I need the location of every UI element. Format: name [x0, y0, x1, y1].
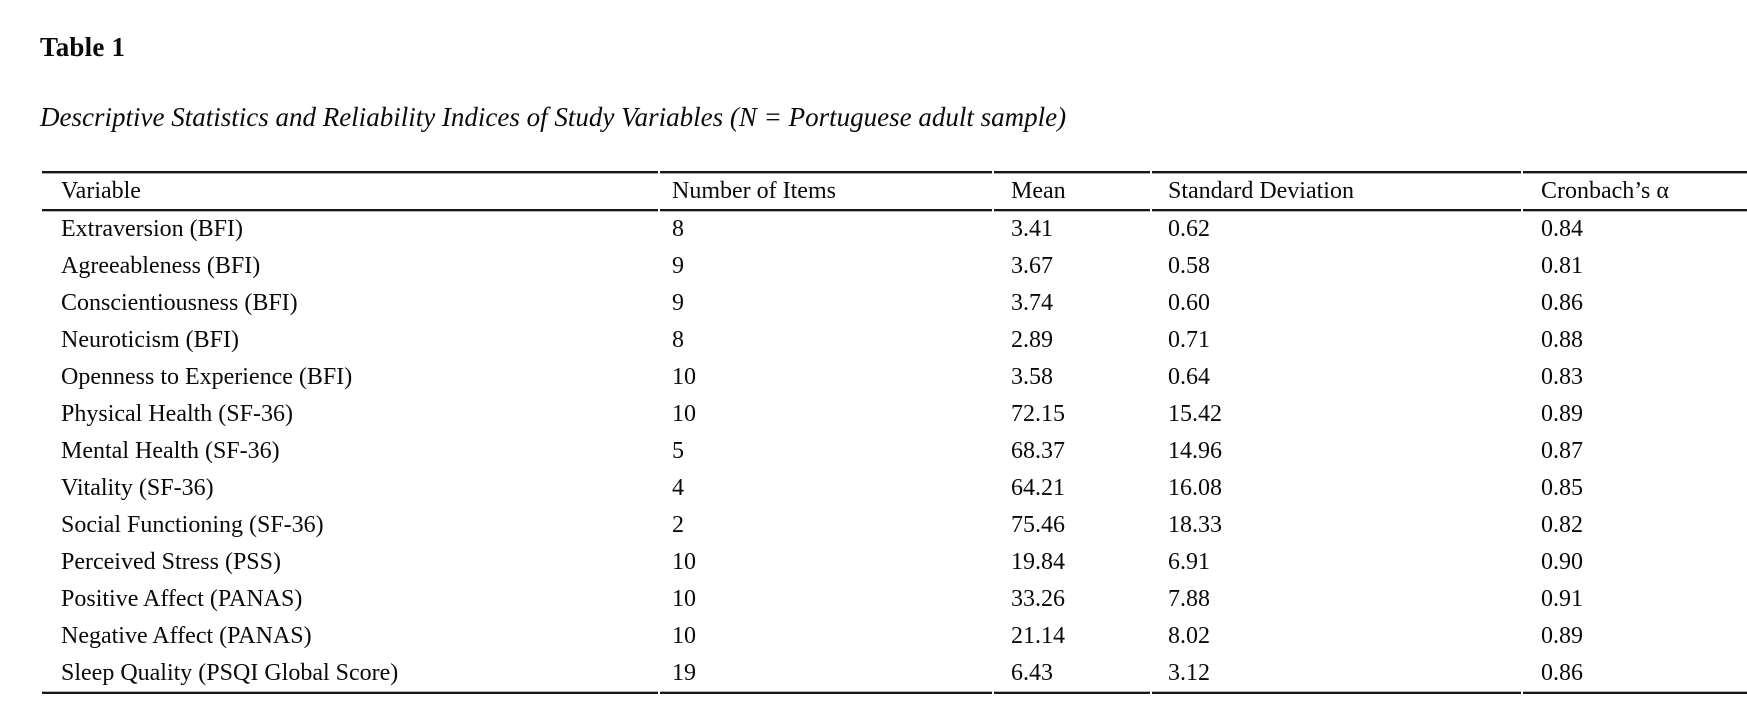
table-cell-mean: 2.89 — [1011, 327, 1053, 353]
table-cell-number-of-items: 10 — [672, 623, 696, 649]
table-row — [42, 285, 1747, 322]
table-cell-number-of-items: 10 — [672, 586, 696, 612]
table-cell-mean: 3.67 — [1011, 253, 1053, 279]
table-body — [42, 211, 1747, 694]
table-cell-number-of-items: 10 — [672, 364, 696, 390]
table-cell-cronbach-s: 0.91 — [1541, 586, 1583, 612]
table-row — [42, 470, 1747, 507]
table-cell-number-of-items: 10 — [672, 401, 696, 427]
table-cell-variable: Positive Affect (PANAS) — [61, 586, 303, 612]
table-cell-variable: Vitality (SF-36) — [61, 475, 214, 501]
table-cell-number-of-items: 9 — [672, 290, 684, 316]
table-cell-cronbach-s: 0.88 — [1541, 327, 1583, 353]
table-cell-cronbach-s: 0.86 — [1523, 655, 1747, 694]
table-cell-cronbach-s: 0.84 — [1523, 211, 1747, 248]
table-cell-number-of-items: 8 — [660, 211, 992, 248]
table-cell-number-of-items: 10 — [672, 549, 696, 575]
table-cell-number-of-items: 4 — [672, 475, 684, 501]
column-header-mean: Mean — [994, 171, 1150, 211]
table-cell-standard-deviation: 15.42 — [1168, 401, 1222, 427]
table-cell-standard-deviation: 16.08 — [1168, 475, 1222, 501]
table-cell-standard-deviation: 0.58 — [1168, 253, 1210, 279]
table-row — [42, 618, 1747, 655]
table-cell-variable: Extraversion (BFI) — [42, 211, 658, 248]
table-cell-variable: Negative Affect (PANAS) — [61, 623, 312, 649]
table-cell-mean: 3.74 — [1011, 290, 1053, 316]
table-cell-standard-deviation: 8.02 — [1168, 623, 1210, 649]
table-cell-variable: Mental Health (SF-36) — [61, 438, 280, 464]
descriptive-statistics-table — [40, 171, 1747, 694]
table-row — [42, 248, 1747, 285]
table-cell-variable: Neuroticism (BFI) — [61, 327, 239, 353]
table-cell-number-of-items: 5 — [672, 438, 684, 464]
table-cell-cronbach-s: 0.82 — [1541, 512, 1583, 538]
table-cell-standard-deviation: 3.12 — [1152, 655, 1521, 694]
table-row — [42, 655, 1747, 694]
column-header-cronbach-s: Cronbach’s α — [1523, 171, 1747, 211]
table-cell-variable: Sleep Quality (PSQI Global Score) — [42, 655, 658, 694]
table-cell-variable: Physical Health (SF-36) — [61, 401, 293, 427]
table-cell-standard-deviation: 0.60 — [1168, 290, 1210, 316]
table-cell-cronbach-s: 0.85 — [1541, 475, 1583, 501]
table-cell-cronbach-s: 0.90 — [1541, 549, 1583, 575]
table-cell-variable: Perceived Stress (PSS) — [61, 549, 281, 575]
table-cell-variable: Social Functioning (SF-36) — [61, 512, 324, 538]
table-row — [42, 211, 1747, 248]
table-cell-cronbach-s: 0.81 — [1541, 253, 1583, 279]
table-row — [42, 322, 1747, 359]
table-cell-cronbach-s: 0.87 — [1541, 438, 1583, 464]
table-cell-variable: Conscientiousness (BFI) — [61, 290, 298, 316]
table-row — [42, 396, 1747, 433]
table-cell-standard-deviation: 0.71 — [1168, 327, 1210, 353]
table-row — [42, 581, 1747, 618]
table-cell-standard-deviation: 18.33 — [1168, 512, 1222, 538]
table-cell-standard-deviation: 6.91 — [1168, 549, 1210, 575]
table-cell-mean: 72.15 — [1011, 401, 1065, 427]
table-number-heading: Table 1 — [40, 32, 126, 62]
table-row — [42, 433, 1747, 470]
column-header-number-of-items: Number of Items — [660, 171, 992, 211]
table-cell-variable: Openness to Experience (BFI) — [61, 364, 353, 390]
table-cell-mean: 75.46 — [1011, 512, 1065, 538]
table-cell-cronbach-s: 0.86 — [1541, 290, 1583, 316]
table-cell-cronbach-s: 0.89 — [1541, 401, 1583, 427]
table-cell-standard-deviation: 0.62 — [1152, 211, 1521, 248]
table-cell-mean: 68.37 — [1011, 438, 1065, 464]
table-cell-variable: Agreeableness (BFI) — [61, 253, 261, 279]
table-row — [42, 359, 1747, 396]
column-header-variable: Variable — [42, 171, 658, 211]
table-cell-mean: 64.21 — [1011, 475, 1065, 501]
table-header — [42, 171, 1747, 211]
table-cell-number-of-items: 2 — [672, 512, 684, 538]
table-cell-standard-deviation: 14.96 — [1168, 438, 1222, 464]
header-row — [42, 171, 1747, 211]
table-row — [42, 544, 1747, 581]
table-cell-mean: 3.41 — [994, 211, 1150, 248]
table-cell-cronbach-s: 0.83 — [1541, 364, 1583, 390]
table-cell-mean: 33.26 — [1011, 586, 1065, 612]
table-cell-mean: 21.14 — [1011, 623, 1065, 649]
table-cell-cronbach-s: 0.89 — [1541, 623, 1583, 649]
table-cell-standard-deviation: 7.88 — [1168, 586, 1210, 612]
table-caption: Descriptive Statistics and Reliability Indices of Study Variables (N = Portuguese adult sample) — [40, 102, 1067, 132]
table-cell-standard-deviation: 0.64 — [1168, 364, 1210, 390]
table-cell-mean: 6.43 — [994, 655, 1150, 694]
table-cell-number-of-items: 8 — [672, 327, 684, 353]
table-cell-number-of-items: 19 — [660, 655, 992, 694]
table-cell-mean: 19.84 — [1011, 549, 1065, 575]
table-row — [42, 507, 1747, 544]
table-cell-mean: 3.58 — [1011, 364, 1053, 390]
table-cell-number-of-items: 9 — [672, 253, 684, 279]
column-header-standard-deviation: Standard Deviation — [1152, 171, 1521, 211]
